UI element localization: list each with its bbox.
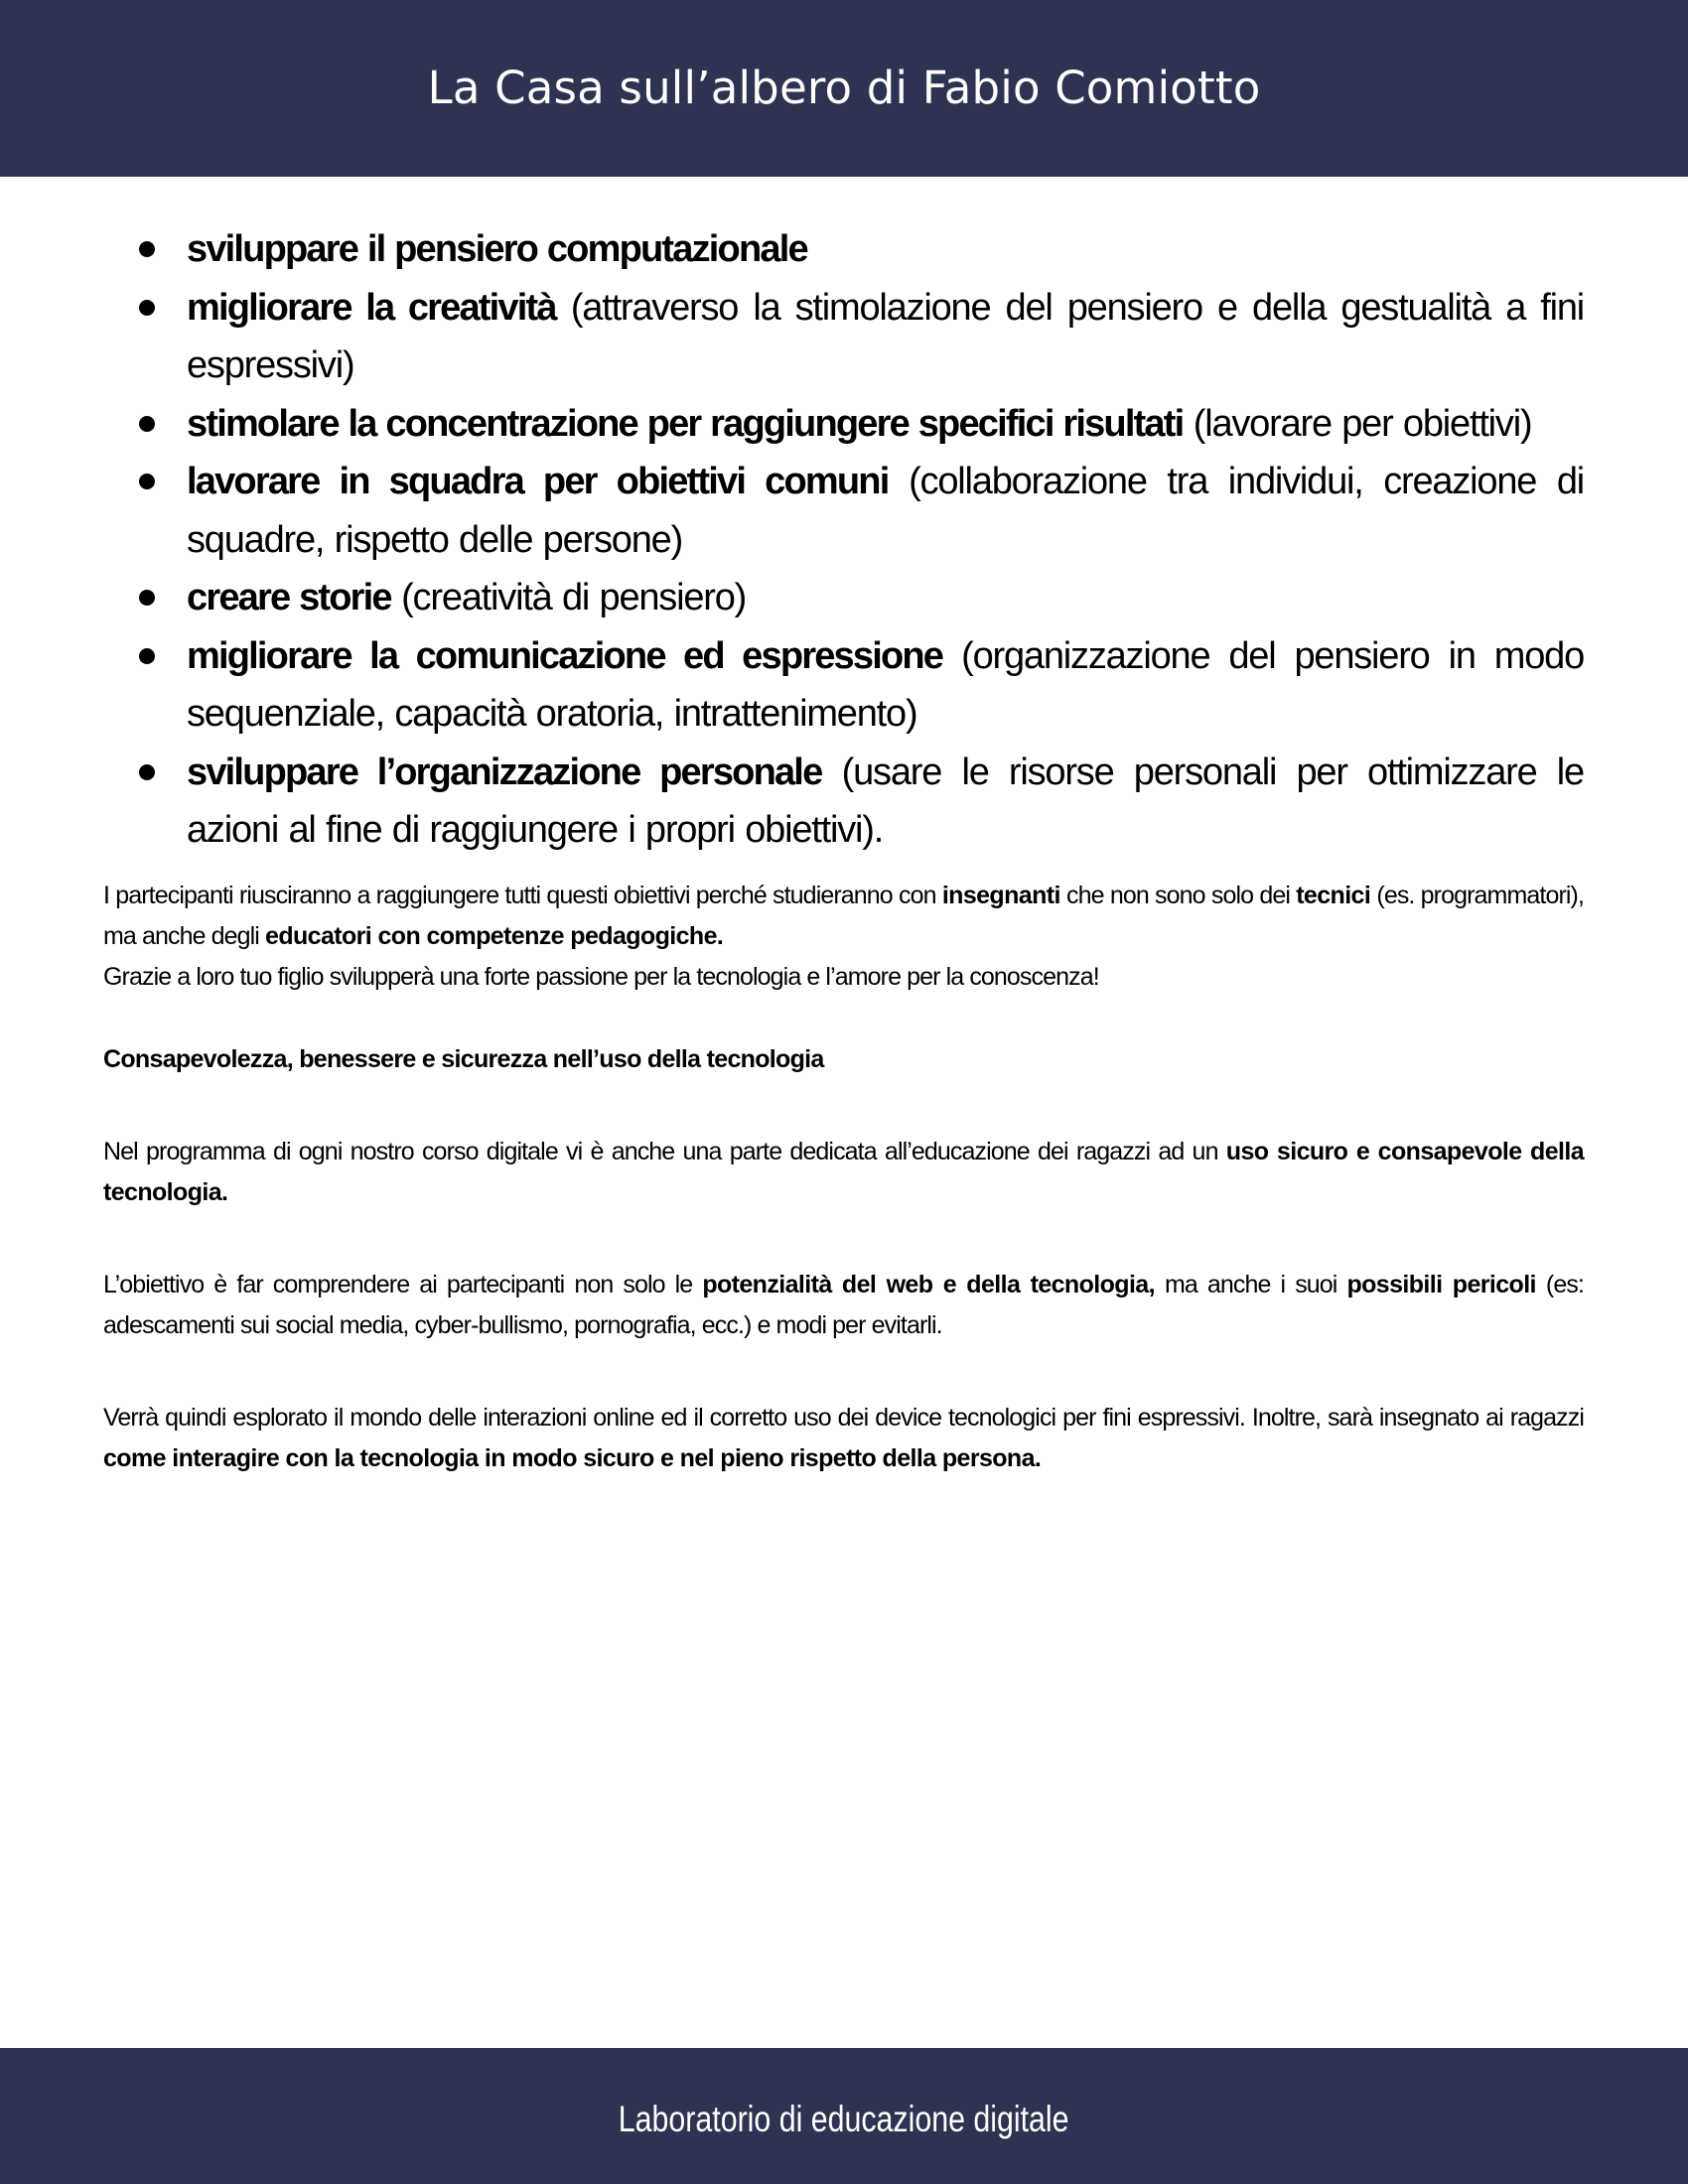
section-heading: Consapevolezza, benessere e sicurezza nell’uso della tecnologia xyxy=(103,1045,824,1073)
bullet-icon xyxy=(139,300,155,316)
paragraph-bold: tecnici xyxy=(1296,882,1371,909)
teachers-paragraph xyxy=(103,876,1584,957)
paragraph-bold: insegnanti xyxy=(941,882,1060,909)
paragraph-text: L’obiettivo è far comprendere ai partecipanti non solo le xyxy=(103,1271,703,1298)
goal-bold: sviluppare il pensiero computazionale xyxy=(187,228,807,270)
goal-text: (lavorare per obiettivi) xyxy=(1183,402,1532,445)
goal-bold: lavorare in squadra per obiettivi comuni xyxy=(187,461,889,502)
paragraph-text: Verrà quindi esplorato il mondo delle interazioni online ed il corretto uso dei device tecnologici per fini espressivi. Inoltre, sarà insegnato ai ragazzi xyxy=(103,1404,1584,1432)
paragraph-bold: educatori con competenze pedagogiche. xyxy=(265,922,724,950)
bullet-icon xyxy=(139,590,155,606)
goal-text: (attraverso la stimolazione del pensiero e della gestualità a fini espressivi) xyxy=(187,286,1585,386)
paragraph-text: (es: adescamenti sui social media, cyber-bullismo, pornografia, ecc.) e modi per evitarli. xyxy=(103,1271,1584,1339)
paragraph-text: I partecipanti riusciranno a raggiungere tutti questi obiettivi perché studieranno con xyxy=(103,882,942,909)
goal-bold: creare storie xyxy=(187,577,391,618)
page-header xyxy=(0,0,1688,177)
goal-text: (organizzazione del pensiero in modo sequenziale, capacità oratoria, intrattenimento) xyxy=(187,634,1584,735)
goals-list xyxy=(103,220,1584,860)
program-paragraph xyxy=(103,1132,1584,1213)
goal-item xyxy=(103,395,1584,454)
goal-item xyxy=(103,569,1584,627)
goal-text: (creatività di pensiero) xyxy=(390,577,747,618)
paragraph-bold: possibili pericoli xyxy=(1346,1271,1536,1298)
paragraph-text: (es. programmatori), ma anche degli xyxy=(103,882,1585,950)
bullet-icon xyxy=(139,416,155,432)
paragraph-bold: potenzialità del web e della tecnologia, xyxy=(702,1271,1155,1298)
page-footer xyxy=(0,2048,1688,2184)
goal-item xyxy=(103,453,1584,569)
paragraph-bold: come interagire con la tecnologia in modo sicuro e nel pieno rispetto della persona. xyxy=(103,1444,1042,1472)
goal-item xyxy=(103,627,1584,744)
bullet-icon xyxy=(139,241,155,257)
header-title: La Casa sull’albero di Fabio Comiotto xyxy=(427,61,1261,114)
explore-paragraph xyxy=(103,1398,1584,1479)
goal-text: (usare le risorse personali per ottimizzare le azioni al fine di raggiungere i propri obiettivi). xyxy=(187,751,1584,851)
bullet-icon xyxy=(139,474,155,489)
goal-bold: migliorare la creatività xyxy=(187,286,556,329)
goal-item xyxy=(103,744,1584,860)
document-body xyxy=(103,220,1584,860)
paragraph-text: ma anche i suoi xyxy=(1154,1271,1347,1298)
goal-bold: migliorare la comunicazione ed espressione xyxy=(187,634,943,677)
goal-item xyxy=(103,220,1584,279)
bullet-icon xyxy=(139,764,155,780)
teachers-paragraph-line2: Grazie a loro tuo figlio svilupperà una forte passione per la tecnologia e l’amore per la conoscenza! xyxy=(103,963,1099,991)
goal-item xyxy=(103,279,1584,395)
paragraph-bold: uso sicuro e consapevole della tecnologia. xyxy=(103,1138,1584,1206)
document-text xyxy=(103,876,1584,1479)
paragraph-text: che non sono solo dei xyxy=(1059,882,1297,909)
goal-text: (collaborazione tra individui, creazione di squadre, rispetto delle persone) xyxy=(187,461,1584,561)
paragraph-text: Nel programma di ogni nostro corso digitale vi è anche una parte dedicata all’educazione dei ragazzi ad un xyxy=(103,1138,1226,1165)
goal-bold: stimolare la concentrazione per raggiungere specifici risultati xyxy=(187,402,1184,445)
objective-paragraph xyxy=(103,1265,1584,1346)
bullet-icon xyxy=(139,648,155,664)
footer-title: Laboratorio di educazione digitale xyxy=(619,2098,1069,2139)
goal-bold: sviluppare l’organizzazione personale xyxy=(187,751,822,793)
